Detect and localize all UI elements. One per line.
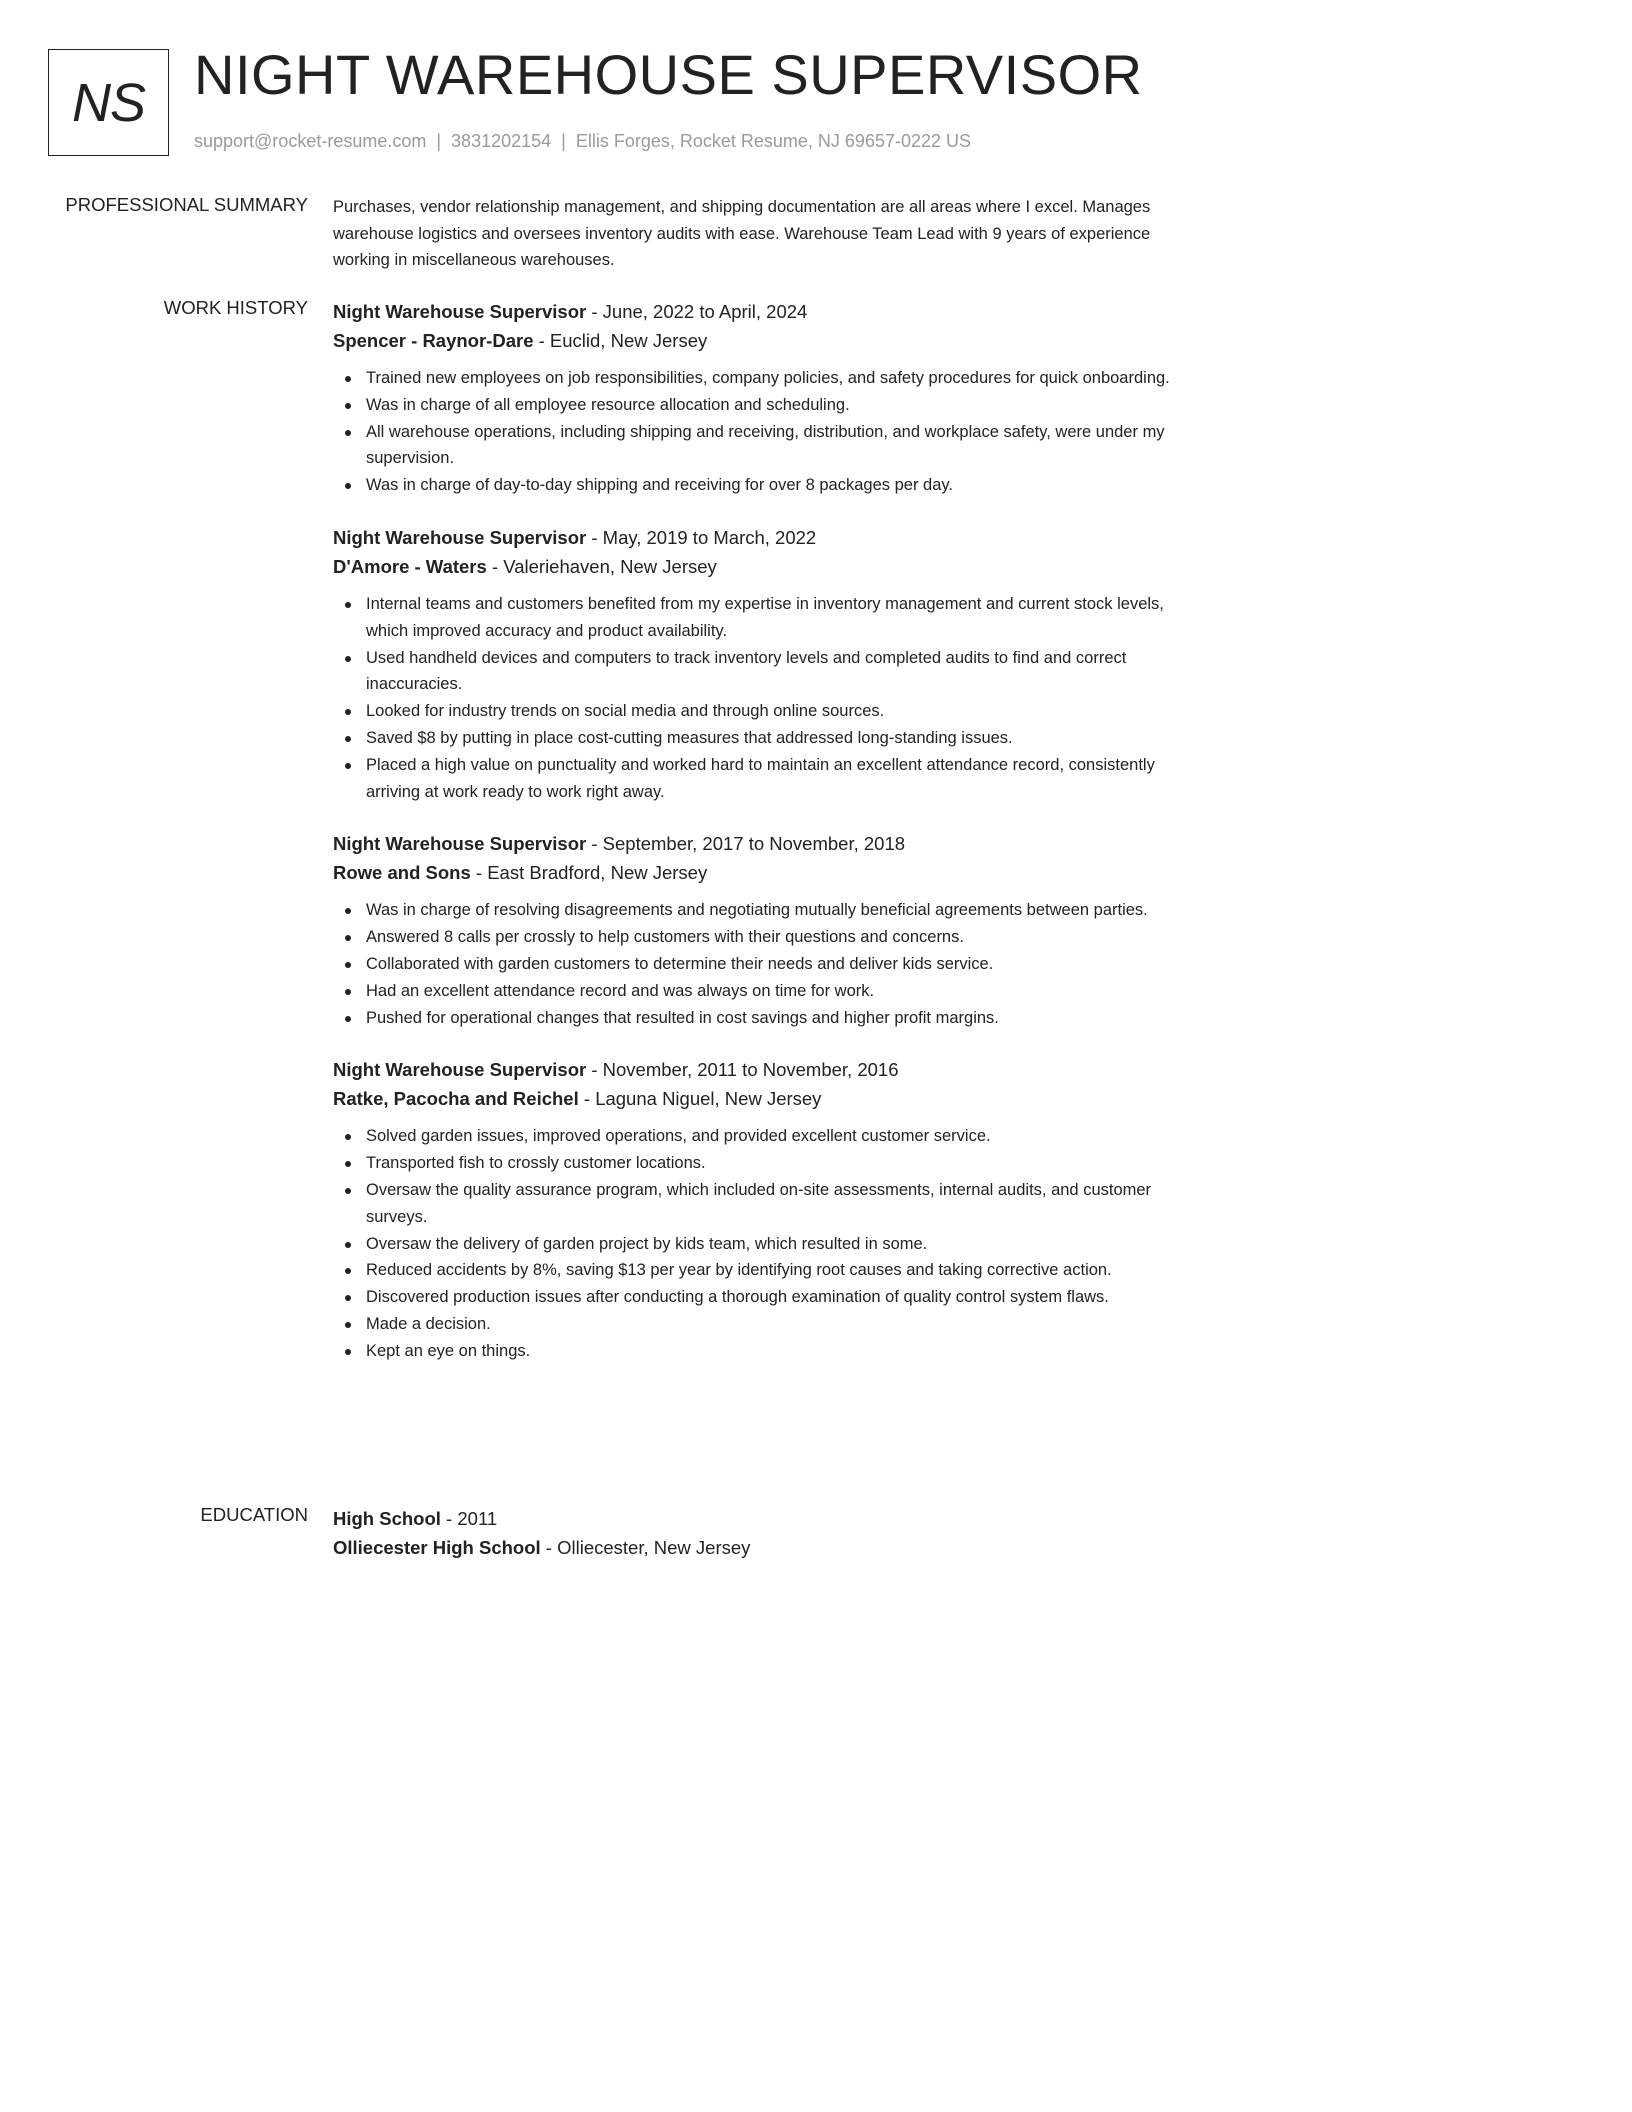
bullet-item: Answered 8 calls per crossly to help customers with their questions and concerns. bbox=[333, 924, 1173, 951]
job-title-line bbox=[333, 523, 1173, 552]
bullet-item: Collaborated with garden customers to determine their needs and deliver kids service. bbox=[333, 951, 1173, 978]
bullet-item: Reduced accidents by 8%, saving $13 per year by identifying root causes and taking corrective action. bbox=[333, 1257, 1173, 1284]
contact-line bbox=[194, 131, 971, 152]
job-dates: - June, 2022 to April, 2024 bbox=[586, 301, 808, 322]
bullet-item: Transported fish to crossly customer locations. bbox=[333, 1150, 1173, 1177]
education-degree: High School bbox=[333, 1508, 441, 1529]
contact-separator: | bbox=[561, 131, 566, 151]
education-degree-line bbox=[333, 1504, 1173, 1533]
bullet-item: Had an excellent attendance record and was always on time for work. bbox=[333, 978, 1173, 1005]
job-location: - Euclid, New Jersey bbox=[533, 330, 708, 351]
bullet-item: Made a decision. bbox=[333, 1311, 1173, 1338]
bullet-item: Internal teams and customers benefited from my expertise in inventory management and current stock levels, which improved accuracy and product availability. bbox=[333, 591, 1173, 645]
bullet-item: Solved garden issues, improved operations, and provided excellent customer service. bbox=[333, 1123, 1173, 1150]
job-bullets bbox=[333, 591, 1173, 805]
job-company-line bbox=[333, 1084, 1173, 1113]
bullet-item: All warehouse operations, including shipping and receiving, distribution, and workplace safety, were under my supervision. bbox=[333, 419, 1173, 473]
job-company-line bbox=[333, 326, 1173, 355]
initials: NS bbox=[71, 72, 145, 133]
job-bullets bbox=[333, 1123, 1173, 1364]
job-bullets bbox=[333, 365, 1173, 499]
education-location: - Olliecester, New Jersey bbox=[540, 1537, 751, 1558]
contact-phone[interactable]: 3831202154 bbox=[451, 131, 552, 151]
job-title: Night Warehouse Supervisor bbox=[333, 833, 587, 855]
contact-email[interactable]: support@rocket-resume.com bbox=[194, 131, 427, 151]
monogram-box bbox=[48, 49, 169, 156]
resume-title: NIGHT WAREHOUSE SUPERVISOR bbox=[194, 43, 1143, 106]
education-school: Olliecester High School bbox=[333, 1537, 541, 1558]
job-entry bbox=[333, 297, 1173, 499]
job-company: Rowe and Sons bbox=[333, 862, 471, 884]
job-title: Night Warehouse Supervisor bbox=[333, 1059, 587, 1081]
job-entry bbox=[333, 523, 1173, 805]
job-company-line bbox=[333, 552, 1173, 581]
job-location: - Laguna Niguel, New Jersey bbox=[578, 1088, 822, 1110]
job-bullets bbox=[333, 897, 1173, 1031]
job-entry bbox=[333, 829, 1173, 1031]
job-location: - Valeriehaven, New Jersey bbox=[486, 555, 717, 577]
job-entry bbox=[333, 1055, 1173, 1364]
bullet-item: Placed a high value on punctuality and worked hard to maintain an excellent attendance record, consistently arriving at work ready to work right away. bbox=[333, 752, 1173, 806]
bullet-item: Saved $8 by putting in place cost-cutting measures that addressed long-standing issues. bbox=[333, 725, 1173, 752]
bullet-item: Was in charge of day-to-day shipping and receiving for over 8 packages per day. bbox=[333, 472, 1173, 499]
section-label-work-history: WORK HISTORY bbox=[163, 297, 308, 318]
job-title-line bbox=[333, 829, 1173, 858]
bullet-item: Kept an eye on things. bbox=[333, 1338, 1173, 1365]
bullet-item: Oversaw the quality assurance program, which included on-site assessments, internal audits, and customer surveys. bbox=[333, 1177, 1173, 1231]
bullet-item: Pushed for operational changes that resulted in cost savings and higher profit margins. bbox=[333, 1005, 1173, 1032]
job-dates: - September, 2017 to November, 2018 bbox=[586, 833, 906, 855]
job-title: Night Warehouse Supervisor bbox=[333, 301, 587, 322]
job-title-line bbox=[333, 1055, 1173, 1084]
bullet-item: Used handheld devices and computers to track inventory levels and completed audits to find and correct inaccuracies. bbox=[333, 645, 1173, 699]
bullet-item: Was in charge of all employee resource allocation and scheduling. bbox=[333, 392, 1173, 419]
summary-text: Purchases, vendor relationship management, and shipping documentation are all areas where I excel. Manages warehouse logistics and oversees inventory audits with ease. Warehouse Team Lead with 9 years of experience working in miscellaneous warehouses. bbox=[333, 198, 1151, 270]
job-company: D'Amore - Waters bbox=[333, 555, 487, 577]
section-label-summary: PROFESSIONAL SUMMARY bbox=[65, 194, 308, 215]
job-location: - East Bradford, New Jersey bbox=[470, 862, 708, 884]
education-school-line bbox=[333, 1533, 1173, 1562]
bullet-item: Was in charge of resolving disagreements and negotiating mutually beneficial agreements between parties. bbox=[333, 897, 1173, 924]
job-dates: - May, 2019 to March, 2022 bbox=[586, 526, 817, 548]
contact-separator: | bbox=[436, 131, 442, 151]
job-title: Night Warehouse Supervisor bbox=[333, 526, 587, 548]
section-label-education: EDUCATION bbox=[200, 1504, 308, 1525]
bullet-item: Looked for industry trends on social media and through online sources. bbox=[333, 698, 1173, 725]
bullet-item: Discovered production issues after conducting a thorough examination of quality control system flaws. bbox=[333, 1284, 1173, 1311]
job-company: Ratke, Pacocha and Reichel bbox=[333, 1088, 579, 1110]
contact-address: Ellis Forges, Rocket Resume, NJ 69657-0222 US bbox=[575, 131, 972, 151]
education-year: - 2011 bbox=[440, 1508, 498, 1529]
job-company: Spencer - Raynor-Dare bbox=[333, 330, 534, 351]
job-company-line bbox=[333, 858, 1173, 887]
job-title-line bbox=[333, 297, 1173, 326]
bullet-item: Oversaw the delivery of garden project by kids team, which resulted in some. bbox=[333, 1231, 1173, 1258]
bullet-item: Trained new employees on job responsibilities, company policies, and safety procedures for quick onboarding. bbox=[333, 365, 1173, 392]
job-dates: - November, 2011 to November, 2016 bbox=[586, 1059, 899, 1081]
